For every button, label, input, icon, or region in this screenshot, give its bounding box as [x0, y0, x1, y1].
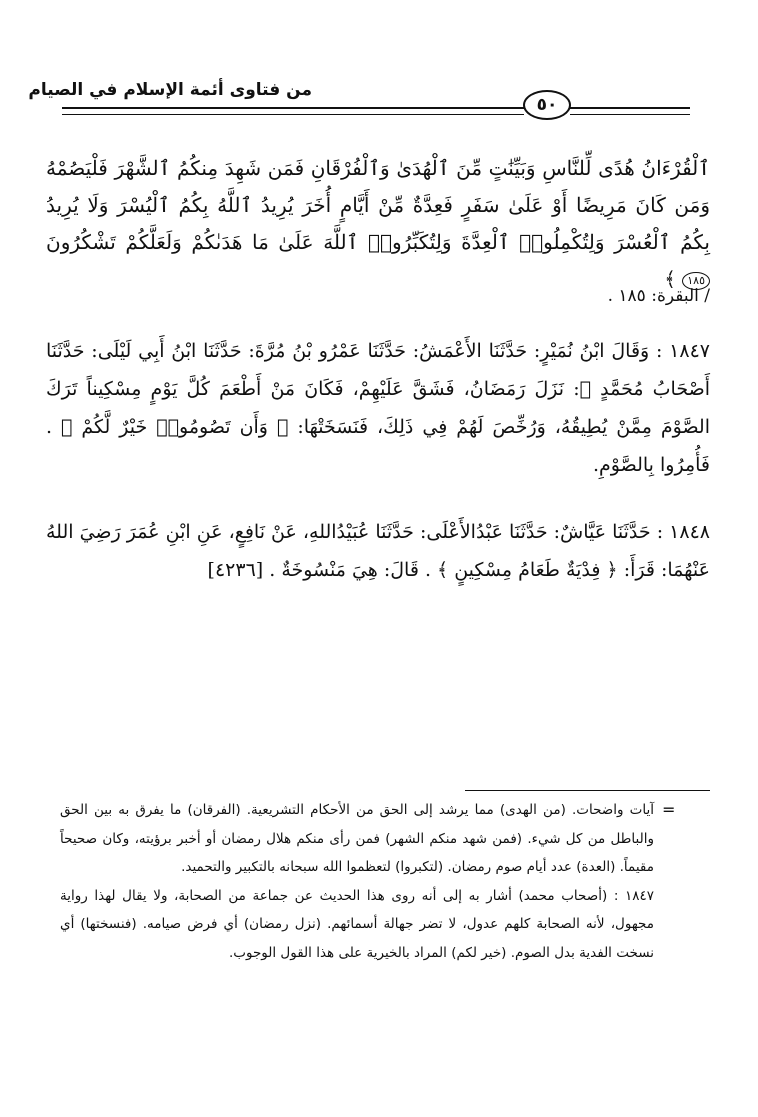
header-rule-right-bottom: [570, 114, 690, 115]
header-rule-bottom: [62, 114, 524, 115]
footnote-separator: [465, 790, 710, 791]
footnotes: [60, 796, 654, 967]
header-rule-top: [62, 107, 524, 109]
hadith-1847: ١٨٤٧ : وَقَالَ ابْنُ نُمَيْرٍ: حَدَّثَنَا الأَعْمَشُ: حَدَّثَنَا عَمْرُو بْنُ مُرَّةَ: حَدَّثَنَا ابْنُ أَبِي لَيْلَى: حَدَّثَنَا أَصْحَابُ مُحَمَّدٍ ﷺ: نَزَلَ رَمَضَانُ، فَشَقَّ عَلَيْهِمْ، فَكَانَ مَنْ أَطْعَمَ كُلَّ يَوْمٍ مِسْكِيناً تَرَكَ الصَّوْمَ مِمَّنْ يُطِيقُهُ، وَرُخِّصَ لَهُمْ فِي ذَلِكَ، فَنَسَخَتْهَا: ﴿ وَأَن تَصُومُوا۟ خَيْرٌ لَّكُمْ ﴾ . فَأُمِرُوا بِالصَّوْمِ.: [46, 340, 710, 476]
running-header-title: من فتاوى أئمة الإسلام في الصيام: [28, 80, 312, 100]
footnote-continuation-mark: =: [662, 800, 676, 819]
footnote-item: ١٨٤٧ : (أصحاب محمد) أشار به إلى أنه روى هذا الحديث عن جماعة من الصحابة، ولا يقال لهذا رواية مجهول، لأنه الصحابة كلهم عدول، لا تضر جهالة أسمائهم. (نزل رمضان) أي فرض صيامه. (فنسختها) أي نسخت الفدية بدل الصوم. (خير لكم) المراد بالخيرية على هذا القول الوجوب.: [60, 887, 654, 961]
verse-reference: / البقرة: ١٨٥ .: [607, 286, 710, 306]
quran-verse: [46, 150, 710, 298]
quran-verse-text: ٱلْقُرْءَانُ هُدًى لِّلنَّاسِ وَبَيِّنَٰتٍ مِّنَ ٱلْهُدَىٰ وَٱلْفُرْقَانِ فَمَن شَهِدَ مِنكُمُ ٱلشَّهْرَ فَلْيَصُمْهُ وَمَن كَانَ مَرِيضًا أَوْ عَلَىٰ سَفَرٍ فَعِدَّةٌ مِّنْ أَيَّامٍ أُخَرَ يُرِيدُ ٱللَّهُ بِكُمُ ٱلْيُسْرَ وَلَا يُرِيدُ بِكُمُ ٱلْعُسْرَ وَلِتُكْمِلُوا۟ ٱلْعِدَّةَ وَلِتُكَبِّرُوا۟ ٱللَّهَ عَلَىٰ مَا هَدَىٰكُمْ وَلَعَلَّكُمْ تَشْكُرُونَ: [46, 156, 710, 254]
quran-close-bracket: ﴾: [664, 267, 676, 291]
footnote-item: آيات واضحات. (من الهدى) مما يرشد إلى الحق من الأحكام التشريعية. (الفرقان) ما يفرق به بين الحق والباطل من كل شيء. (فمن شهد منكم الشهر) فمن رأى منكم هلال رمضان أو أخبر برؤيته، وكان صحيحاً مقيماً. (العدة) عدد أيام صوم رمضان. (لتكبروا) لتعظموا الله سبحانه بالتكبير والتحميد.: [60, 802, 654, 875]
verse-number-marker: ١٨٥: [682, 272, 710, 290]
hadith-1848: ١٨٤٨ : حَدَّثَنَا عَيَّاشٌ: حَدَّثَنَا عَبْدُالأَعْلَى: حَدَّثَنَا عُبَيْدُاللهِ، عَنْ نَافِعٍ، عَنِ ابْنِ عُمَرَ رَضِيَ اللهُ عَنْهُمَا: قَرَأَ: ﴿ فِدْيَةٌ طَعَامُ مِسْكِينٍ ﴾ . قَالَ: هِيَ مَنْسُوخَةٌ . [٤٢٣٦]: [46, 521, 710, 581]
header-rule-right-top: [570, 107, 690, 109]
page-number: ٥٠: [523, 90, 571, 120]
